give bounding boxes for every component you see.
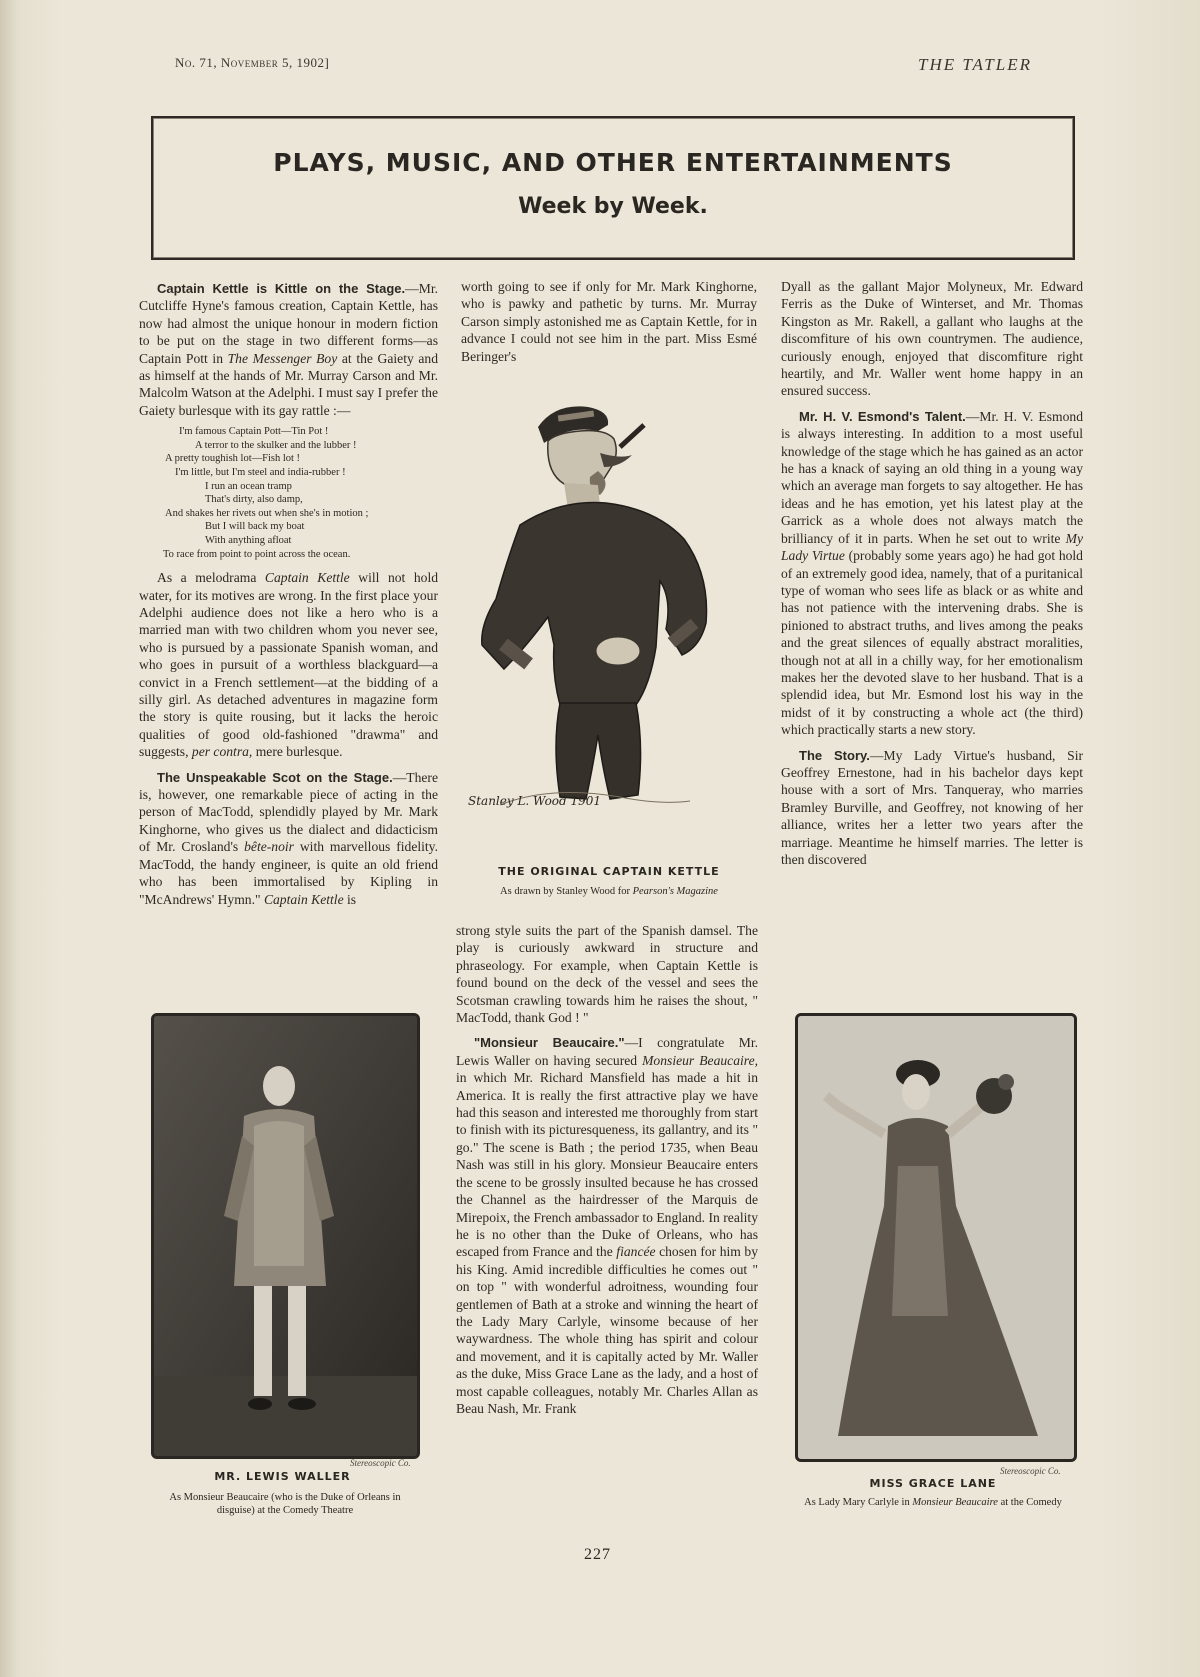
artist-signature: Stanley L. Wood 1901 [468, 794, 602, 808]
photo-description: As Monsieur Beaucaire (who is the Duke of Orleans in disguise) at the Comedy Theatre [169, 1492, 401, 1516]
verse-line: But I will back my boat [205, 521, 305, 533]
page-number: 227 [584, 1546, 611, 1563]
article-paragraph: worth going to see if only for Mr. Mark Kinghorne, who is pawky and pathetic by turns. Mr. Murray Carson simply astonished me as Captain Kettle, for in advance I could not see him in the part. Miss Esmé Beringer's [461, 279, 757, 364]
section-heading: "Monsieur Beaucaire." [474, 1035, 625, 1051]
photo-figure-lane [798, 1016, 1074, 1459]
verse-line: A pretty toughish lot—Fish lot ! [165, 453, 301, 465]
photo-credit: Stereoscopic Co. [350, 1458, 411, 1468]
photo-credit: Stereoscopic Co. [1000, 1466, 1061, 1476]
captain-figure [482, 406, 707, 805]
photo-caption: MISS GRACE LANE [869, 1477, 997, 1490]
verse-line: And shakes her rivets out when she's in motion ; [165, 507, 369, 519]
section-heading: Captain Kettle is Kittle on the Stage. [157, 281, 406, 296]
column-3 [781, 278, 1083, 868]
article-paragraph: "Monsieur Beaucaire."—I congratulate Mr. Lewis Waller on having secured Monsieur Beaucaire, in which Mr. Richard Mansfield has made a hit in America. It is really the first attractive play we have had this season and interested me thoroughly from start to finish with its picturesqueness, its gallantry, and its " go." The scene is Bath ; the period 1735, when Beau Nash was still in his glory. Monsieur Beaucaire enters the scene to be grossly insulted because he has crossed the Channel as the hairdresser of the Marquis de Mirepoix, the French ambassador to England. In reality he is no other than the Duke of Orleans, who has escaped from France and the fiancée chosen for him by his King. Amid incredible difficulties he comes out " on top " with wonderful adroitness, wounding four gentlemen of Bath at a stroke and winning the heart of the Lady Mary Carlyle, winsome because of her waywardness. The whole thing has spirit and colour and movement, and it is capitally acted by Mr. Waller as the duke, Miss Grace Lane as the lady, and a host of most capable colleagues, notably Mr. Charles Allan as Beau Nash, Mr. Frank [456, 1035, 759, 1416]
verse-line: I run an ocean tramp [205, 480, 292, 492]
column-1 [139, 280, 438, 908]
photo-description: As Lady Mary Carlyle in Monsieur Beaucaire at the Comedy [804, 1497, 1062, 1508]
lewis-waller-photo [151, 1013, 420, 1459]
photo-figure-waller [154, 1016, 417, 1456]
verse-line: With anything afloat [205, 535, 292, 546]
page-title: PLAYS, MUSIC, AND OTHER ENTERTAINMENTS [273, 148, 953, 177]
verse-quote [139, 425, 438, 561]
article-paragraph: Dyall as the gallant Major Molyneux, Mr. Edward Ferris as the Duke of Winterset, and Mr. Thomas Kingston as Mr. Rakell, a gallant who laughs at the discomfiture of his own countrymen. The audience, curiously enough, enjoyed that discomfiture right heartily, and Mr. Waller went home happy in an ensured success. [781, 279, 1083, 399]
section-heading: The Story. [799, 747, 870, 763]
captain-kettle-illustration [460, 385, 760, 850]
article-paragraph: Mr. H. V. Esmond's Talent.—Mr. H. V. Esmond is always interesting. In addition to a most useful knowledge of the stage which he has gained as an actor he has a knack of saying an old thing in a young way which an average man forgets to say altogether. He has ideas and he has emotion, yet his latest play at the Garrick as a whole does not always match the brilliancy of it in parts. When he set out to write My Lady Virtue (probably some years ago) he had got hold of an extremely good idea, namely, that of a puritanical type of woman who sees life as black or as white and has not patience with the intervening drabs. She is pinioned to abstract truths, and lives among the peaks and the great silences of equally abstract moralities, though not at all in a chilly way, for her emotionalism makes her the devoted slave to her husband. That is a splendid idea, but Mr. Esmond lost his way in the midst of it by constructing a whole act (the third) which practically starts a new story. [781, 408, 1083, 738]
article-paragraph: The Story.—My Lady Virtue's husband, Sir Geoffrey Ernestone, had in his bachelor days kept house with a sort of Mrs. Tanqueray, who marries Bramley Burville, and Geoffrey, not knowing of her alliance, writes her a letter two years after the marriage. Meantime he himself marries. The letter is then discovered [781, 747, 1083, 867]
column-2-top [461, 278, 757, 365]
title-box [151, 116, 1075, 260]
page-subtitle: Week by Week. [518, 194, 708, 219]
verse-line: A terror to the skulker and the lubber ! [195, 439, 357, 451]
article-paragraph: Captain Kettle is Kittle on the Stage.—Mr. Cutcliffe Hyne's famous creation, Captain Kettle, has now had almost the unique honour in modern fiction to be put on the stage in two different forms—as Captain Pott in The Messenger Boy at the Gaiety and as himself at the hands of Mr. Murray Carson and Mr. Malcolm Watson at the Adelphi. I must say I prefer the Gaiety burlesque with its gay rattle :— [139, 281, 439, 418]
section-heading: Mr. H. V. Esmond's Talent. [799, 408, 966, 424]
article-paragraph: As a melodrama Captain Kettle will not hold water, for its motives are wrong. In the first place your Adelphi audience does not like a hero who is a married man with two children whom you never see, who is pursued by a passionate Spanish woman, and who goes in pursuit of a worthless blackguard—a convict in a French settlement—at the bidding of a silly girl. As detached adventures in magazine form the story is quite rousing, but it lacks the heroic qualities of good old-fashioned "drawma" and suggests, per contra, mere burlesque. [139, 570, 439, 760]
verse-line: I'm little, but I'm steel and india-rubber ! [175, 467, 346, 479]
column-2-bottom [456, 922, 758, 1417]
grace-lane-photo [795, 1013, 1077, 1462]
section-heading: The Unspeakable Scot on the Stage. [157, 769, 393, 785]
article-paragraph: strong style suits the part of the Spanish damsel. The play is curiously awkward in structure and phraseology. For example, when Captain Kettle is found bound on the deck of the vessel and sees the Scotsman crawling towards him he raises the shout, " MacTodd, thank God ! " [456, 923, 758, 1026]
verse-line: That's dirty, also damp, [205, 494, 303, 506]
verse-line: To race from point to point across the ocean. [163, 548, 351, 560]
illustration-credit: As drawn by Stanley Wood for Pearson's Magazine [500, 886, 718, 897]
photo-caption: MR. LEWIS WALLER [214, 1470, 351, 1483]
issue-line: No. 71, November 5, 1902] [175, 55, 330, 70]
verse-line: I'm famous Captain Pott—Tin Pot ! [179, 426, 329, 438]
publication-name: THE TATLER [918, 55, 1032, 74]
illustration-caption: THE ORIGINAL CAPTAIN KETTLE [498, 865, 720, 878]
article-paragraph: The Unspeakable Scot on the Stage.—There is, however, one remarkable piece of acting in the person of MacTodd, splendidly played by Mr. Mark Kinghorne, who gives us the dialect and didacticism of Mr. Crosland's bête-noir with marvellous fidelity. MacTodd, the handy engineer, is quite an old friend who has been immortalised by Kipling in "McAndrews' Hymn." Captain Kettle is [139, 769, 438, 907]
